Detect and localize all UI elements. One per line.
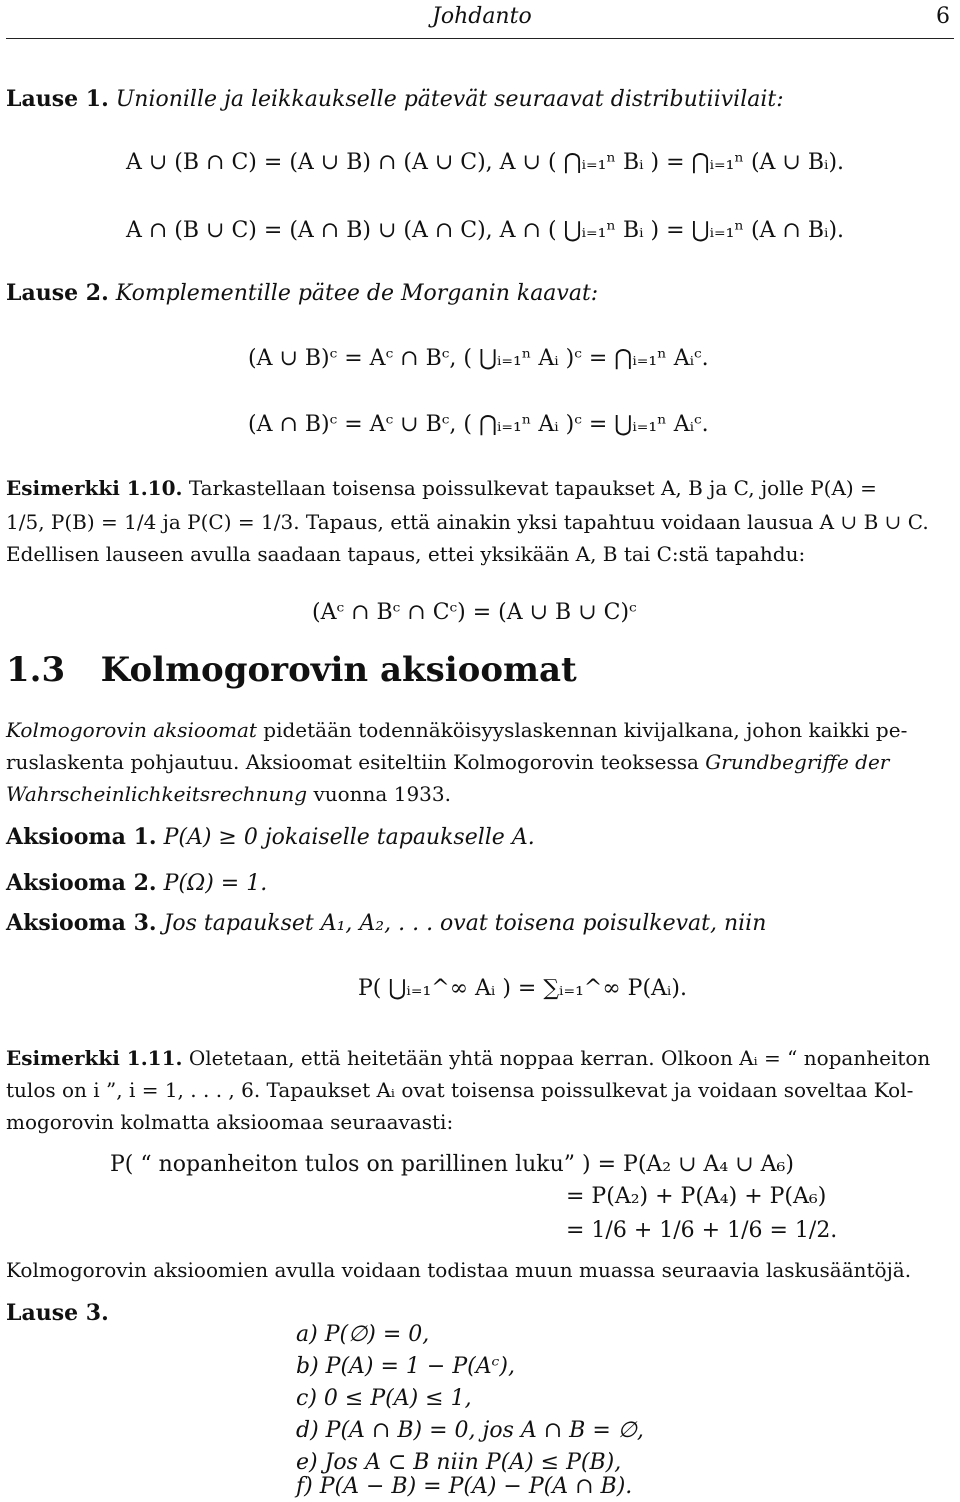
intro-book-title-2: Wahrscheinlichkeitsrechnung (6, 782, 308, 806)
lause2-equation-2: (A ∩ B)ᶜ = Aᶜ ∪ Bᶜ, ( ⋂ᵢ₌₁ⁿ Aᵢ )ᶜ = ⋃ᵢ₌₁ⁿ Aᵢᶜ. (248, 412, 709, 437)
lause2-line (6, 278, 598, 309)
lause3-item: c) 0 ≤ P(A) ≤ 1, (296, 1386, 472, 1411)
esimerkki110-text-1: Tarkastellaan toisensa poissulkevat tapaukset A, B ja C, jolle P(A) = (188, 476, 877, 500)
header-page-number: 6 (936, 4, 950, 29)
aksiooma3-text: Jos tapaukset A₁, A₂, . . . ovat toisena poisulkevat, niin (163, 911, 767, 936)
intro-line-3 (6, 780, 451, 808)
aksiooma1-text: P(A) ≥ 0 jokaiselle tapaukselle A. (163, 825, 535, 850)
esimerkki111-text-1: Oletetaan, että heitetään yhtä noppaa kerran. Olkoon Aᵢ = “ nopanheiton (188, 1046, 931, 1070)
intro-term: Kolmogorovin aksioomat (6, 718, 257, 742)
lause3-item: b) P(A) = 1 − P(Aᶜ), (296, 1354, 515, 1379)
intro-line-1 (6, 716, 907, 744)
lause1-line (6, 84, 784, 115)
intro-book-title-1: Grundbegriffe der (705, 750, 890, 774)
summary-text: Kolmogorovin aksioomien avulla voidaan todistaa muun muassa seuraavia laskusääntöjä. (6, 1258, 912, 1282)
aksiooma1 (6, 822, 535, 853)
esimerkki111-line-3: mogorovin kolmatta aksioomaa seuraavasti: (6, 1110, 454, 1134)
lause1-equation-2: A ∩ (B ∪ C) = (A ∩ B) ∪ (A ∩ C), A ∩ ( ⋃ᵢ₌₁ⁿ Bᵢ ) = ⋃ᵢ₌₁ⁿ (A ∩ Bᵢ). (126, 218, 845, 243)
lause2-text: Komplementille pätee de Morganin kaavat: (115, 281, 599, 306)
aksiooma2 (6, 868, 267, 899)
esimerkki111-equation-3: = 1/6 + 1/6 + 1/6 = 1/2. (566, 1218, 838, 1243)
intro-text-1: pidetään todennäköisyyslaskennan kivijalkana, johon kaikki pe- (263, 718, 908, 742)
aksiooma3 (6, 908, 766, 939)
esimerkki110-line-2: 1/5, P(B) = 1/4 ja P(C) = 1/3. Tapaus, että ainakin yksi tapahtuu voidaan lausua A ∪ B ∪ C. (6, 510, 929, 534)
section-title: Kolmogorovin aksioomat (100, 650, 577, 690)
esimerkki111-line-1 (6, 1044, 930, 1072)
aksiooma3-formula: P( ⋃ᵢ₌₁^∞ Aᵢ ) = ∑ᵢ₌₁^∞ P(Aᵢ). (358, 976, 687, 1001)
esimerkki111-equation-2: = P(A₂) + P(A₄) + P(A₆) (566, 1184, 827, 1209)
esimerkki111-equation-1: P( “ nopanheiton tulos on parillinen luku” ) = P(A₂ ∪ A₄ ∪ A₆) (110, 1152, 794, 1177)
intro-text-2: ruslaskenta pohjautuu. Aksioomat esiteltiin Kolmogorovin teoksessa (6, 750, 699, 774)
section-number: 1.3 (6, 650, 66, 690)
lause3-item: f) P(A − B) = P(A) − P(A ∩ B). (296, 1474, 633, 1499)
aksiooma2-label: Aksiooma 2. (6, 870, 157, 896)
esimerkki110-label: Esimerkki 1.10. (6, 476, 183, 500)
esimerkki110-line-1 (6, 474, 877, 502)
lause2-label: Lause 2. (6, 280, 109, 306)
header-rule (6, 38, 954, 39)
intro-line-2 (6, 748, 889, 776)
section-heading (6, 650, 577, 690)
lause3-label: Lause 3. (6, 1300, 109, 1326)
esimerkki111-label: Esimerkki 1.11. (6, 1046, 183, 1070)
esimerkki110-line-3: Edellisen lauseen avulla saadaan tapaus, ettei yksikään A, B tai C:stä tapahdu: (6, 542, 806, 566)
lause1-equation-1: A ∪ (B ∩ C) = (A ∪ B) ∩ (A ∪ C), A ∪ ( ⋂ᵢ₌₁ⁿ Bᵢ ) = ⋂ᵢ₌₁ⁿ (A ∪ Bᵢ). (126, 150, 845, 175)
aksiooma2-text: P(Ω) = 1. (163, 871, 268, 896)
header-title: Johdanto (432, 4, 532, 29)
lause3-item: e) Jos A ⊂ B niin P(A) ≤ P(B), (296, 1450, 622, 1475)
aksiooma1-label: Aksiooma 1. (6, 824, 157, 850)
lause1-text: Unionille ja leikkaukselle pätevät seuraavat distributiivilait: (115, 87, 784, 112)
intro-text-3: vuonna 1933. (313, 782, 451, 806)
aksiooma3-label: Aksiooma 3. (6, 910, 157, 936)
esimerkki110-formula: (Aᶜ ∩ Bᶜ ∩ Cᶜ) = (A ∪ B ∪ C)ᶜ (312, 600, 637, 625)
lause2-equation-1: (A ∪ B)ᶜ = Aᶜ ∩ Bᶜ, ( ⋃ᵢ₌₁ⁿ Aᵢ )ᶜ = ⋂ᵢ₌₁ⁿ Aᵢᶜ. (248, 346, 709, 371)
lause3-item: a) P(∅) = 0, (296, 1322, 430, 1347)
lause1-label: Lause 1. (6, 86, 109, 112)
esimerkki111-line-2: tulos on i ”, i = 1, . . . , 6. Tapaukset Aᵢ ovat toisensa poissulkevat ja voidaan soveltaa Kol- (6, 1078, 914, 1102)
lause3-item: d) P(A ∩ B) = 0, jos A ∩ B = ∅, (296, 1418, 644, 1443)
